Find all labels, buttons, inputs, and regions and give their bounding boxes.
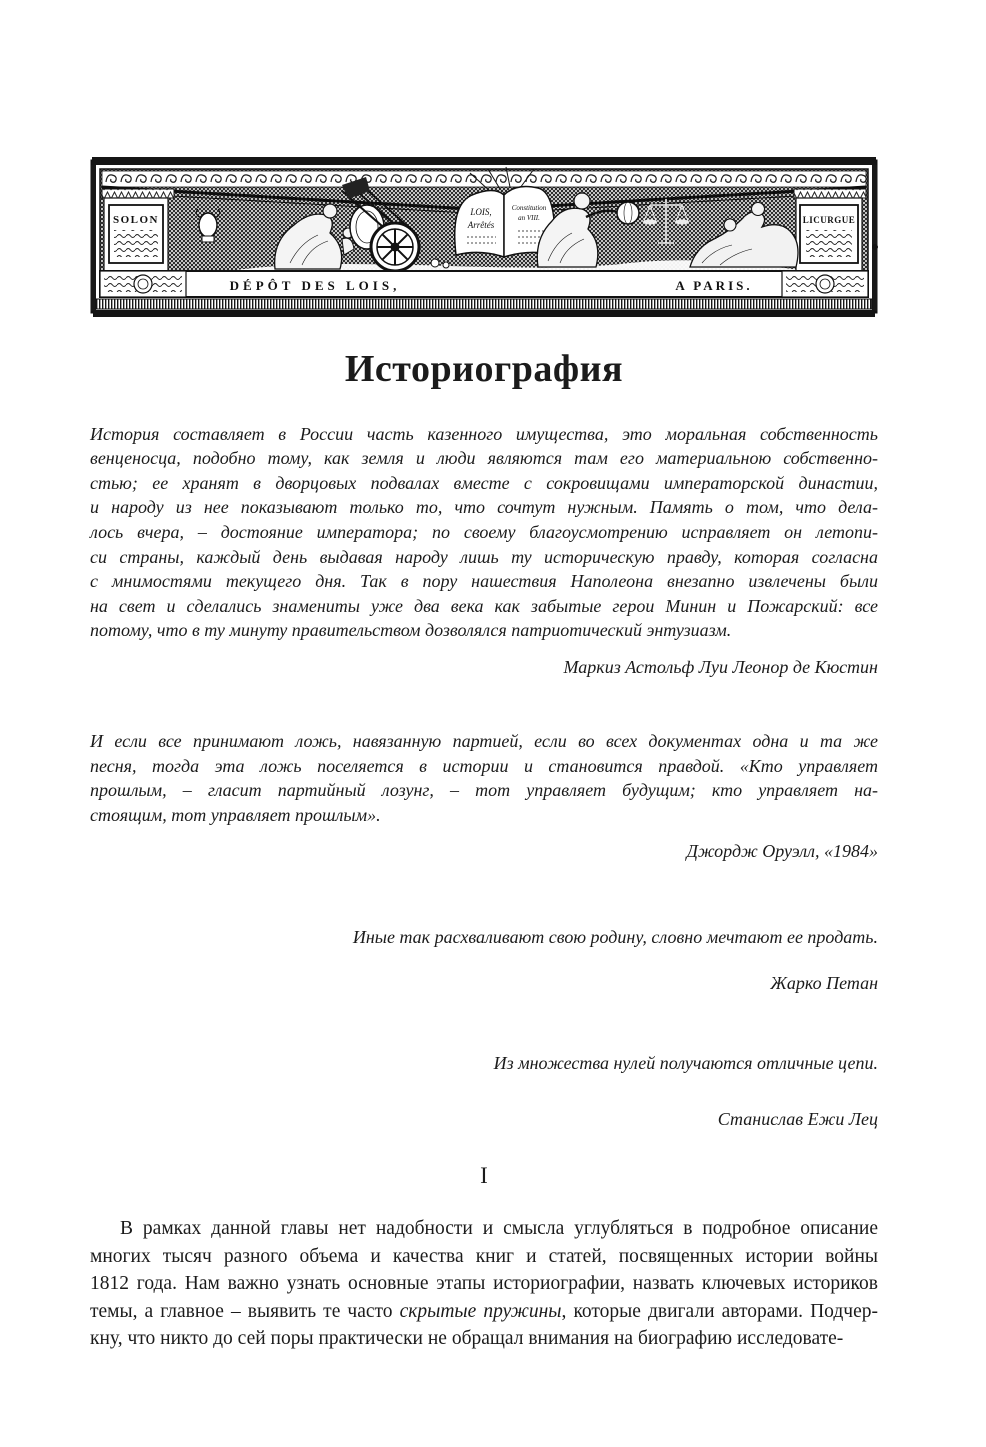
body-line: В рамках данной главы нет надобности и смысла углубляться в подробное описание [120, 1218, 878, 1240]
epigraph-line: лось вчера, – достояние императора; по своему благоусмотрению исправляет он летопи- [90, 522, 878, 543]
body-italic-phrase: скрытые пружины [399, 1300, 562, 1322]
epigraph-attribution-orwell: Джордж Оруэлл, «1984» [686, 841, 878, 862]
epigraph-line: И если все принимают ложь, навязанную партией, если во всех документах одна и та же [90, 731, 878, 752]
engraving-caption-a-paris: A PARIS. [675, 278, 753, 293]
body-text-after-italic: , которые двигали авторами. Подчер- [561, 1300, 878, 1322]
epigraph-line: потому, что в ту минуту правительством дозволялся патриотический энтузиазм. [90, 620, 732, 641]
book-text-lois: LOIS, [470, 207, 492, 217]
epigraph-line: стью; ее хранят в дворцовых подвалах вместе с сокровищами императорской династии, [90, 472, 878, 493]
book-text-arretes: Arrêtés [467, 220, 495, 230]
epigraph-line: с мнимостями текущего дня. Так в пору нашествия Наполеона внезапно извлечены были [90, 571, 878, 592]
engraving-label-licurgue: LICURGUE [802, 215, 856, 225]
body-text-before-italic: темы, а главное – выявить те часто [90, 1300, 400, 1322]
epigraph-attribution-custine: Маркиз Астольф Луи Леонор де Кюстин [563, 657, 878, 678]
epigraph-line: стоящим, тот управляет прошлым». [90, 804, 381, 825]
epigraph-line: песня, тогда эта ложь поселяется в истории и становится правдой. «Кто управляет [90, 755, 878, 776]
page-title: Историография [344, 348, 624, 390]
right-pilaster [794, 189, 866, 271]
epigraph-line: История составляет в России часть казенного имущества, это моральная собственность [90, 423, 878, 444]
epigraph-line: и народу из нее показывают только то, что сочтут нужным. Память о том, что дела- [90, 497, 878, 518]
engraving-label-solon: SOLON [112, 214, 160, 226]
epigraph-line: на свет и сделались знамениты уже два века как забытые герои Минин и Пожарский: все [90, 595, 878, 616]
epigraph-petan: Иные так расхваливают свою родину, словно мечтают ее продать. [352, 927, 878, 948]
engraving-caption-band [100, 271, 868, 297]
body-paragraph [90, 1215, 878, 1352]
left-pilaster [102, 189, 174, 271]
epigraph-lec: Из множества нулей получаются отличные цепи. [493, 1053, 878, 1074]
epigraph-attribution-petan: Жарко Петан [770, 973, 878, 994]
engraving-caption-depot-des-lois: DÉPÔT DES LOIS, [229, 278, 401, 293]
section-number: I [480, 1163, 488, 1189]
epigraph-attribution-lec: Станислав Ежи Лец [717, 1109, 878, 1130]
epigraph-line: венценосца, подобно тому, как земля и люди являются там его материальною собственно- [90, 448, 878, 469]
body-line: 1812 года. Нам важно узнать основные этапы историографии, назвать ключевых историков [90, 1273, 878, 1295]
epigraph-line: прошлым, – гласит партийный лозунг, – тот управляет будущим; кто управляет на- [90, 780, 878, 801]
book-text-constitution: Constitution [511, 204, 547, 212]
epigraph-orwell [90, 729, 878, 827]
body-line [90, 1298, 878, 1325]
body-line: многих тысяч разного объема и качества книг и статей, посвященных истории войны [90, 1245, 878, 1267]
header-engraving [90, 155, 878, 320]
engraving-scene [100, 167, 868, 271]
book-text-an-viii: an VIII. [518, 214, 540, 222]
epigraph-line: си страны, каждый день выдавая народу лишь ту историческую правду, которая согласна [90, 546, 878, 567]
body-line: кну, что никто до сей поры практически не обращал внимания на биографию исследовате- [90, 1328, 844, 1350]
epigraph-custine [90, 422, 878, 643]
